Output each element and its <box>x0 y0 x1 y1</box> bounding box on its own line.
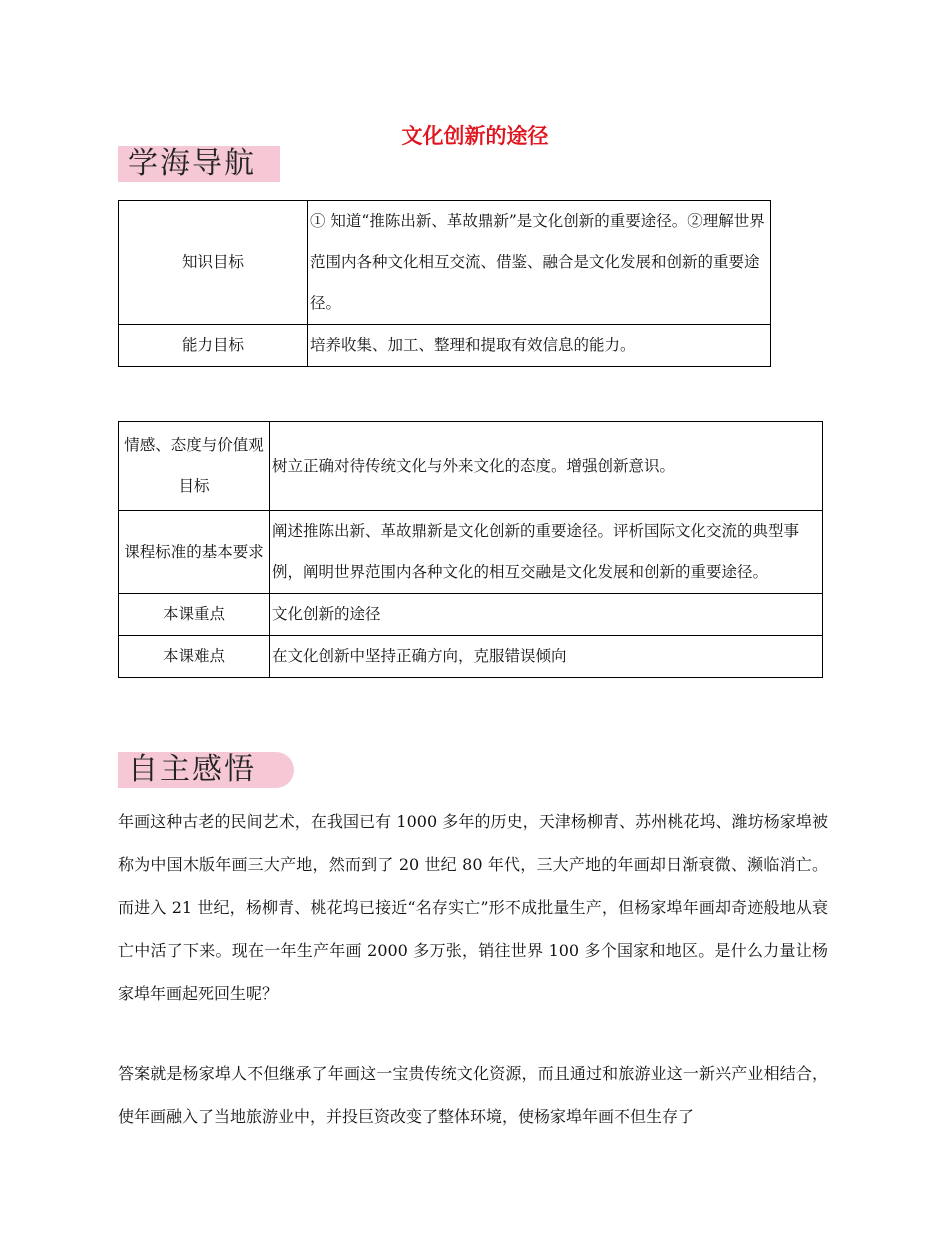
row-label: 本课难点 <box>119 636 270 678</box>
row-content: 在文化创新中坚持正确方向，克服错误倾向 <box>270 636 823 678</box>
row-content: ① 知道“推陈出新、革故鼎新”是文化创新的重要途径。②理解世界范围内各种文化相互交流、借鉴、融合是文化发展和创新的重要途径。 <box>308 201 771 325</box>
row-content: 阐述推陈出新、革故鼎新是文化创新的重要途径。评析国际文化交流的典型事例，阐明世界范围内各种文化的相互交融是文化发展和创新的重要途径。 <box>270 511 823 594</box>
body-paragraph: 年画这种古老的民间艺术，在我国已有 1000 多年的历史，天津杨柳青、苏州桃花坞、潍坊杨家埠被称为中国木版年画三大产地，然而到了 20 世纪 80 年代，三大产地的年画却日渐衰微、濒临消亡。而进入 21 世纪，杨柳青、桃花坞已接近“名存实亡”形不成批量生产，但杨家埠年画却奇迹般地从衰亡中活了下来。现在一年生产年画 2000 多万张，销往世界 100 多个国家和地区。是什么力量让杨家埠年画起死回生呢？ <box>118 812 828 1003</box>
table-row <box>119 594 823 636</box>
table-row <box>119 636 823 678</box>
table-row <box>119 325 771 367</box>
row-label: 课程标准的基本要求 <box>119 511 270 594</box>
row-label: 知识目标 <box>119 201 308 325</box>
row-label: 本课重点 <box>119 594 270 636</box>
objectives-table <box>118 200 771 367</box>
table-row <box>119 422 823 511</box>
requirements-table <box>118 421 823 678</box>
body-paragraph: 答案就是杨家埠人不但继承了年画这一宝贵传统文化资源，而且通过和旅游业这一新兴产业相结合，使年画融入了当地旅游业中，并投巨资改变了整体环境，使杨家埠年画不但生存了 <box>118 1064 828 1126</box>
section-banner-self-reflection: 自主感悟 <box>118 752 294 788</box>
table-row <box>119 511 823 594</box>
row-content: 树立正确对待传统文化与外来文化的态度。增强创新意识。 <box>270 422 823 511</box>
document-title: 文化创新的途径 <box>401 124 549 148</box>
table-row <box>119 201 771 325</box>
section-banner-study-guide: 学海导航 <box>118 146 280 182</box>
row-content: 培养收集、加工、整理和提取有效信息的能力。 <box>308 325 771 367</box>
row-content: 文化创新的途径 <box>270 594 823 636</box>
row-label: 能力目标 <box>119 325 308 367</box>
row-label: 情感、态度与价值观目标 <box>119 422 270 511</box>
